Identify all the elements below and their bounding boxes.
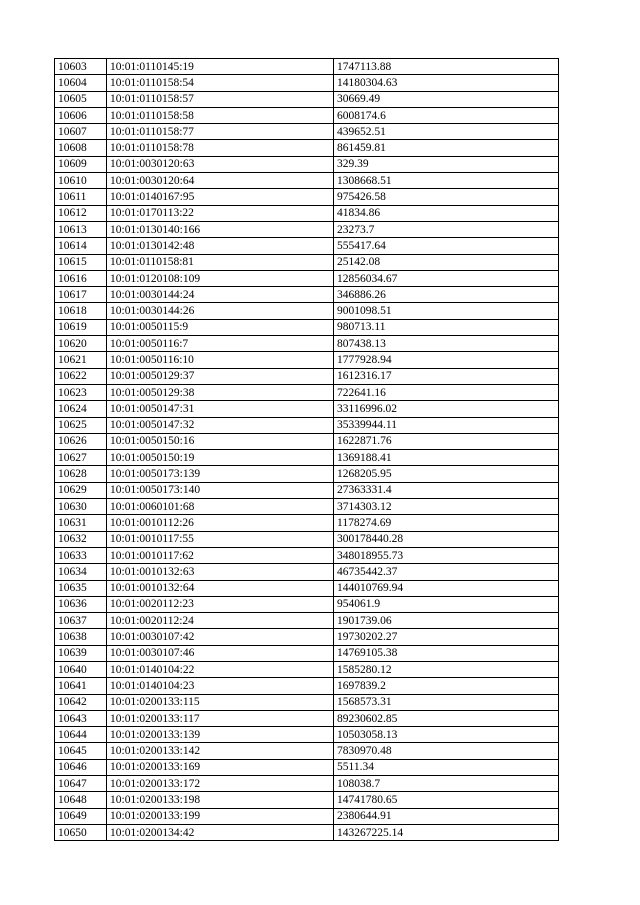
row-number-cell: 10616 (55, 270, 107, 286)
table-row (55, 564, 559, 580)
value-cell: 144010769.94 (334, 580, 559, 596)
value-cell: 807438.13 (334, 336, 559, 352)
value-cell: 2380644.91 (334, 808, 559, 824)
table-row (55, 303, 559, 319)
cadastral-number-cell: 10:01:0030120:63 (107, 156, 334, 172)
cadastral-number-cell: 10:01:0030120:64 (107, 173, 334, 189)
table-row (55, 613, 559, 629)
value-cell: 27363331.4 (334, 482, 559, 498)
value-cell: 1777928.94 (334, 352, 559, 368)
cadastral-number-cell: 10:01:0050116:7 (107, 336, 334, 352)
cadastral-number-cell: 10:01:0110158:58 (107, 107, 334, 123)
cadastral-number-cell: 10:01:0030107:46 (107, 645, 334, 661)
value-cell: 1178274.69 (334, 515, 559, 531)
cadastral-number-cell: 10:01:0010117:62 (107, 547, 334, 563)
value-cell: 1369188.41 (334, 450, 559, 466)
table-row (55, 254, 559, 270)
row-number-cell: 10619 (55, 319, 107, 335)
value-cell: 30669.49 (334, 91, 559, 107)
table-row (55, 710, 559, 726)
row-number-cell: 10607 (55, 124, 107, 140)
cadastral-number-cell: 10:01:0050173:140 (107, 482, 334, 498)
row-number-cell: 10640 (55, 661, 107, 677)
table-row (55, 547, 559, 563)
value-cell: 1747113.88 (334, 59, 559, 75)
table-row (55, 336, 559, 352)
table-row (55, 694, 559, 710)
table-row (55, 792, 559, 808)
value-cell: 722641.16 (334, 384, 559, 400)
table-row (55, 221, 559, 237)
table-row (55, 238, 559, 254)
value-cell: 439652.51 (334, 124, 559, 140)
table-row (55, 629, 559, 645)
table-row (55, 743, 559, 759)
cadastral-number-cell: 10:01:0200133:172 (107, 776, 334, 792)
row-number-cell: 10626 (55, 433, 107, 449)
cadastral-number-cell: 10:01:0200133:198 (107, 792, 334, 808)
row-number-cell: 10624 (55, 401, 107, 417)
cadastral-number-cell: 10:01:0200133:139 (107, 727, 334, 743)
cadastral-number-cell: 10:01:0130142:48 (107, 238, 334, 254)
cadastral-number-cell: 10:01:0030107:42 (107, 629, 334, 645)
cadastral-number-cell: 10:01:0030144:24 (107, 287, 334, 303)
value-cell: 19730202.27 (334, 629, 559, 645)
cadastral-number-cell: 10:01:0130140:166 (107, 221, 334, 237)
cadastral-number-cell: 10:01:0140104:23 (107, 678, 334, 694)
cadastral-number-cell: 10:01:0050150:16 (107, 433, 334, 449)
value-cell: 14769105.38 (334, 645, 559, 661)
value-cell: 6008174.6 (334, 107, 559, 123)
row-number-cell: 10610 (55, 173, 107, 189)
table-row (55, 727, 559, 743)
value-cell: 1612316.17 (334, 368, 559, 384)
cadastral-number-cell: 10:01:0050173:139 (107, 466, 334, 482)
table-row (55, 401, 559, 417)
cadastral-number-cell: 10:01:0110158:78 (107, 140, 334, 156)
table-row (55, 319, 559, 335)
value-cell: 1308668.51 (334, 173, 559, 189)
cadastral-number-cell: 10:01:0050147:31 (107, 401, 334, 417)
table-row (55, 596, 559, 612)
value-cell: 46735442.37 (334, 564, 559, 580)
row-number-cell: 10622 (55, 368, 107, 384)
table-row (55, 515, 559, 531)
cadastral-number-cell: 10:01:0010132:63 (107, 564, 334, 580)
row-number-cell: 10631 (55, 515, 107, 531)
table-row (55, 450, 559, 466)
cadastral-number-cell: 10:01:0020112:24 (107, 613, 334, 629)
cadastral-number-cell: 10:01:0010117:55 (107, 531, 334, 547)
cadastral-number-cell: 10:01:0170113:22 (107, 205, 334, 221)
value-cell: 143267225.14 (334, 824, 559, 840)
row-number-cell: 10638 (55, 629, 107, 645)
table-row (55, 531, 559, 547)
row-number-cell: 10643 (55, 710, 107, 726)
value-cell: 1568573.31 (334, 694, 559, 710)
cadastral-number-cell: 10:01:0050150:19 (107, 450, 334, 466)
table-row (55, 499, 559, 515)
table-row (55, 417, 559, 433)
table-row (55, 75, 559, 91)
value-cell: 980713.11 (334, 319, 559, 335)
row-number-cell: 10618 (55, 303, 107, 319)
value-cell: 1622871.76 (334, 433, 559, 449)
row-number-cell: 10623 (55, 384, 107, 400)
table-row (55, 124, 559, 140)
row-number-cell: 10612 (55, 205, 107, 221)
value-cell: 35339944.11 (334, 417, 559, 433)
table-row (55, 824, 559, 840)
value-cell: 1585280.12 (334, 661, 559, 677)
cadastral-number-cell: 10:01:0020112:23 (107, 596, 334, 612)
table-row (55, 776, 559, 792)
cadastral-number-cell: 10:01:0110158:54 (107, 75, 334, 91)
records-table-body (55, 59, 559, 841)
value-cell: 555417.64 (334, 238, 559, 254)
row-number-cell: 10611 (55, 189, 107, 205)
row-number-cell: 10634 (55, 564, 107, 580)
row-number-cell: 10609 (55, 156, 107, 172)
cadastral-number-cell: 10:01:0200133:115 (107, 694, 334, 710)
row-number-cell: 10614 (55, 238, 107, 254)
value-cell: 41834.86 (334, 205, 559, 221)
cadastral-number-cell: 10:01:0200133:142 (107, 743, 334, 759)
table-row (55, 482, 559, 498)
cadastral-number-cell: 10:01:0110158:77 (107, 124, 334, 140)
row-number-cell: 10650 (55, 824, 107, 840)
row-number-cell: 10642 (55, 694, 107, 710)
row-number-cell: 10628 (55, 466, 107, 482)
row-number-cell: 10603 (55, 59, 107, 75)
table-row (55, 59, 559, 75)
row-number-cell: 10605 (55, 91, 107, 107)
row-number-cell: 10635 (55, 580, 107, 596)
table-row (55, 661, 559, 677)
cadastral-number-cell: 10:01:0200133:169 (107, 759, 334, 775)
value-cell: 348018955.73 (334, 547, 559, 563)
row-number-cell: 10633 (55, 547, 107, 563)
row-number-cell: 10620 (55, 336, 107, 352)
cadastral-number-cell: 10:01:0030144:26 (107, 303, 334, 319)
cadastral-number-cell: 10:01:0110145:19 (107, 59, 334, 75)
table-row (55, 678, 559, 694)
table-row (55, 140, 559, 156)
table-row (55, 107, 559, 123)
value-cell: 25142.08 (334, 254, 559, 270)
row-number-cell: 10644 (55, 727, 107, 743)
value-cell: 861459.81 (334, 140, 559, 156)
cadastral-number-cell: 10:01:0200134:42 (107, 824, 334, 840)
cadastral-number-cell: 10:01:0110158:57 (107, 91, 334, 107)
value-cell: 9001098.51 (334, 303, 559, 319)
table-row (55, 433, 559, 449)
row-number-cell: 10629 (55, 482, 107, 498)
table-row (55, 368, 559, 384)
cadastral-number-cell: 10:01:0050115:9 (107, 319, 334, 335)
table-row (55, 466, 559, 482)
row-number-cell: 10615 (55, 254, 107, 270)
table-row (55, 645, 559, 661)
table-row (55, 270, 559, 286)
table-row (55, 205, 559, 221)
cadastral-number-cell: 10:01:0140167:95 (107, 189, 334, 205)
cadastral-number-cell: 10:01:0120108:109 (107, 270, 334, 286)
table-row (55, 156, 559, 172)
records-table (54, 58, 559, 841)
value-cell: 1697839.2 (334, 678, 559, 694)
row-number-cell: 10647 (55, 776, 107, 792)
row-number-cell: 10646 (55, 759, 107, 775)
table-row (55, 808, 559, 824)
value-cell: 300178440.28 (334, 531, 559, 547)
value-cell: 108038.7 (334, 776, 559, 792)
value-cell: 329.39 (334, 156, 559, 172)
row-number-cell: 10613 (55, 221, 107, 237)
row-number-cell: 10627 (55, 450, 107, 466)
row-number-cell: 10621 (55, 352, 107, 368)
value-cell: 1268205.95 (334, 466, 559, 482)
value-cell: 14741780.65 (334, 792, 559, 808)
table-row (55, 189, 559, 205)
value-cell: 12856034.67 (334, 270, 559, 286)
value-cell: 954061.9 (334, 596, 559, 612)
row-number-cell: 10625 (55, 417, 107, 433)
row-number-cell: 10645 (55, 743, 107, 759)
cadastral-number-cell: 10:01:0140104:22 (107, 661, 334, 677)
row-number-cell: 10641 (55, 678, 107, 694)
value-cell: 5511.34 (334, 759, 559, 775)
row-number-cell: 10604 (55, 75, 107, 91)
cadastral-number-cell: 10:01:0010132:64 (107, 580, 334, 596)
table-row (55, 287, 559, 303)
cadastral-number-cell: 10:01:0050129:37 (107, 368, 334, 384)
row-number-cell: 10632 (55, 531, 107, 547)
value-cell: 33116996.02 (334, 401, 559, 417)
row-number-cell: 10637 (55, 613, 107, 629)
row-number-cell: 10636 (55, 596, 107, 612)
cadastral-number-cell: 10:01:0060101:68 (107, 499, 334, 515)
value-cell: 975426.58 (334, 189, 559, 205)
table-row (55, 91, 559, 107)
row-number-cell: 10608 (55, 140, 107, 156)
table-row (55, 173, 559, 189)
row-number-cell: 10606 (55, 107, 107, 123)
value-cell: 14180304.63 (334, 75, 559, 91)
cadastral-number-cell: 10:01:0050129:38 (107, 384, 334, 400)
value-cell: 10503058.13 (334, 727, 559, 743)
cadastral-number-cell: 10:01:0200133:117 (107, 710, 334, 726)
table-row (55, 759, 559, 775)
cadastral-number-cell: 10:01:0110158:81 (107, 254, 334, 270)
value-cell: 7830970.48 (334, 743, 559, 759)
table-row (55, 384, 559, 400)
row-number-cell: 10617 (55, 287, 107, 303)
row-number-cell: 10649 (55, 808, 107, 824)
value-cell: 1901739.06 (334, 613, 559, 629)
cadastral-number-cell: 10:01:0050147:32 (107, 417, 334, 433)
row-number-cell: 10630 (55, 499, 107, 515)
row-number-cell: 10639 (55, 645, 107, 661)
value-cell: 23273.7 (334, 221, 559, 237)
value-cell: 3714303.12 (334, 499, 559, 515)
cadastral-number-cell: 10:01:0050116:10 (107, 352, 334, 368)
table-row (55, 352, 559, 368)
row-number-cell: 10648 (55, 792, 107, 808)
value-cell: 89230602.85 (334, 710, 559, 726)
table-row (55, 580, 559, 596)
cadastral-number-cell: 10:01:0200133:199 (107, 808, 334, 824)
cadastral-number-cell: 10:01:0010112:26 (107, 515, 334, 531)
value-cell: 346886.26 (334, 287, 559, 303)
